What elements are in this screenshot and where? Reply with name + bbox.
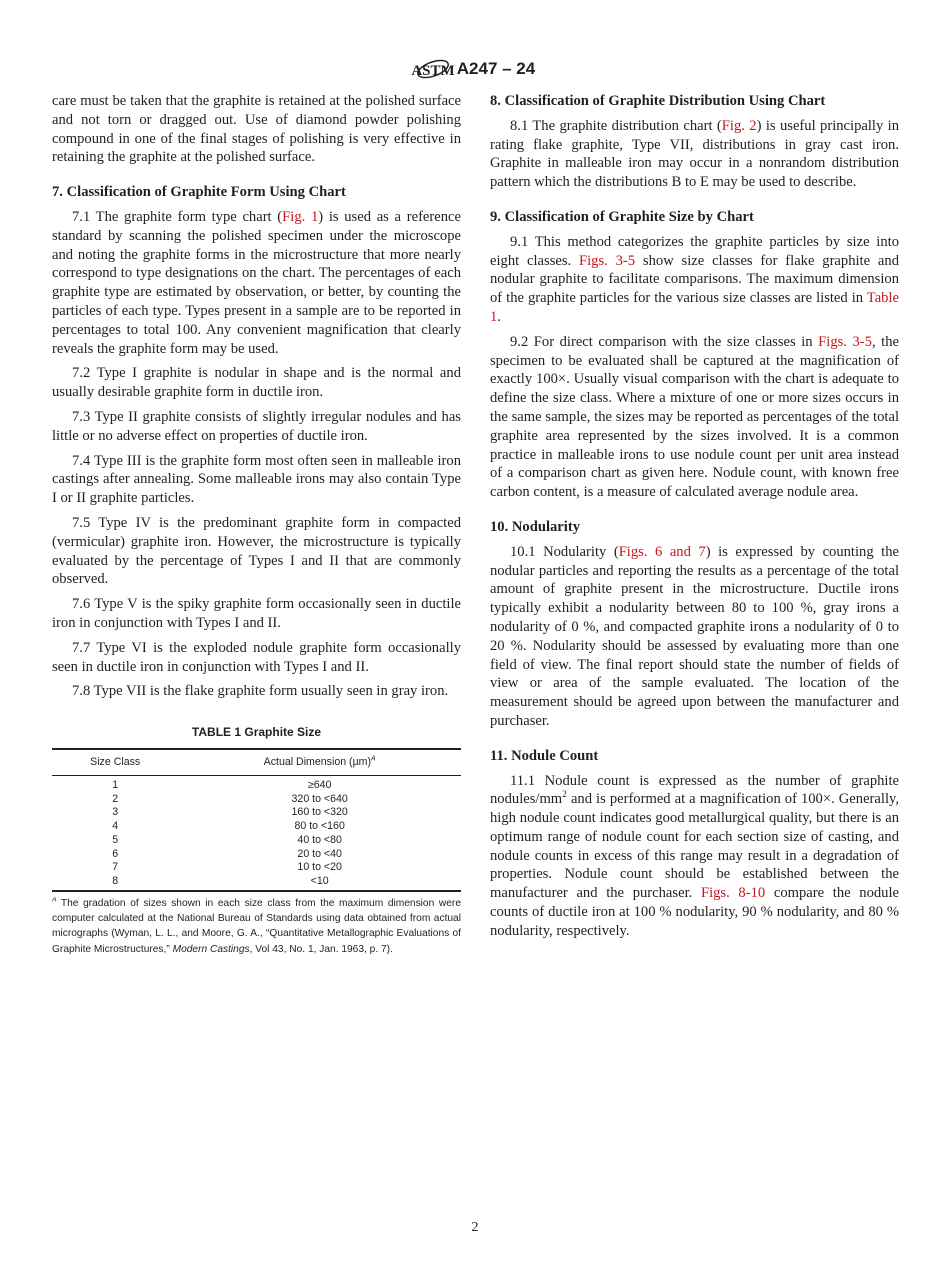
section-11-heading: 11. Nodule Count xyxy=(490,747,599,764)
size-class-cell: 5 xyxy=(112,833,119,846)
table-row xyxy=(52,775,461,792)
paragraph-continued: care must be taken that the graphite is retained at the polished surface and not torn or dragged out. Use of diamond powder polishing compound in one of the final stages of polishing is very effective in retaining the graphite at the polished surface. xyxy=(52,93,461,166)
table-footnote: $^A$ The gradation of sizes shown in each size class from the maximum dimension were computer calculated at the National Bureau of Standards using data obtained from actual micrographs (Wyman, L. L., and Moore, G. A., “Quantitative Metallographic Evaluations of Graphite Microstructures,” Modern Castings, Vol 43, No. 1, Jan. 1963, p. 7). xyxy=(52,896,461,955)
page-header xyxy=(0,54,950,84)
table-row xyxy=(52,820,461,834)
paragraph-9-2: 9.2 For direct comparison with the size classes in Figs. 3-5, the specimen to be evaluated shall be captured at the magnification of exactly 100×. Usually visual comparison with the chart is adequate to define the size class. Where a mixture of one or more sizes occurs in the same sample, the sizes may be reported as percentages of the total graphite area represented by the sizes involved. It is a common practice in malleable irons to use nodule count per unit area instead of a comparison chart as given here. Nodule count, with known free carbon content, is a measure of calculated average nodule area. xyxy=(490,333,899,501)
dimension-cell: <10 xyxy=(178,875,461,891)
dimension-cell: 10 to <20 xyxy=(297,861,342,874)
left-column xyxy=(52,92,461,957)
paragraph-7-2: 7.2 Type I graphite is nodular in shape and is the normal and usually desirable graphite form in ductile iron. xyxy=(52,365,461,401)
size-class-cell: 3 xyxy=(112,806,119,819)
size-class-cell: 1 xyxy=(112,778,119,791)
size-class-cell: 4 xyxy=(112,820,119,833)
dimension-cell: 160 to <320 xyxy=(291,806,348,819)
figs-3-5-link[interactable]: Figs. 3-5 xyxy=(818,333,872,350)
table-row xyxy=(52,834,461,848)
column-header-size-class: Size Class xyxy=(52,749,178,775)
svg-text:ASTM: ASTM xyxy=(411,63,455,79)
fig-1-link[interactable]: Fig. 1 xyxy=(282,208,319,225)
paragraph-9-1: 9.1 This method categorizes the graphite particles by size into eight classes. Figs. 3-5 show size classes for flake graphite and nodular graphite to facilitate comparisons. The maximum dimension of the graphite particles for the various size classes are listed in Table 1. xyxy=(490,233,899,325)
table-row xyxy=(52,806,461,820)
fig-2-link[interactable]: Fig. 2 xyxy=(721,117,757,134)
paragraph-7-1: 7.1 The graphite form type chart (Fig. 1) is used as a reference standard by scanning the polished specimen under the microscope and noting the graphite forms in the microstructure that more nearly correspond to type designations on the chart. The percentages of each graphite type are estimated by observation, or better, by counting the particles of each type. Types present in a sample are to be reported in percentages to total 100. Any convenient magnification that clearly reveals the graphite form may be used. xyxy=(52,208,461,357)
table-1-link[interactable]: Table 1 xyxy=(490,290,899,325)
table-row xyxy=(52,875,461,891)
size-class-cell: 8 xyxy=(52,875,178,891)
section-9-heading: 9. Classification of Graphite Size by Chart xyxy=(490,208,754,225)
table-row xyxy=(52,848,461,862)
page-number: 2 xyxy=(471,1220,479,1235)
dimension-cell: ≥640 xyxy=(307,778,332,791)
paragraph-8-1: 8.1 The graphite distribution chart (Fig. 2) is useful principally in rating flake graphite, Type VII, distributions in gray cast iron. Graphite in malleable iron may occur in a nonrandom distribution pattern which the distributions B to E may be used to describe. xyxy=(490,117,899,191)
paragraph-7-3: 7.3 Type II graphite consists of slightly irregular nodules and has little or no adverse effect on properties of ductile iron. xyxy=(52,408,461,444)
table-1 xyxy=(52,723,461,957)
paragraph-7-4: 7.4 Type III is the graphite form most often seen in malleable iron castings after annealing. Some malleable irons may also contain Type I or II graphite particles. xyxy=(52,452,461,507)
paragraph-7-7: 7.7 Type VI is the exploded nodule graphite form occasionally seen in ductile iron in conjunction with Types I and II. xyxy=(52,639,461,675)
size-class-cell: 2 xyxy=(112,792,119,805)
figs-3-5-link[interactable]: Figs. 3-5 xyxy=(579,252,636,269)
table-title: TABLE 1 Graphite Size xyxy=(191,725,322,740)
paragraph-11-1: 11.1 Nodule count is expressed as the number of graphite nodules/$mm^2$ and is performed at a magnification of 100×. Generally, high nodule count indicates good metallurgical quality, but there is an optimum range of nodule count for each section size of casting, and nodule counts in excess of this range may result in a degradation of properties. Nodule count should be established between the manufacturer and the purchaser. Figs. 8-10 compare the nodule counts of ductile iron at 100 % nodularity, 90 % nodularity, and 80 % nodularity, respectively. xyxy=(490,772,899,939)
right-column xyxy=(490,92,899,947)
dimension-cell: 20 to <40 xyxy=(297,847,342,860)
figs-6-7-link[interactable]: Figs. 6 and 7 xyxy=(618,543,706,560)
dimension-cell: 40 to <80 xyxy=(297,833,342,846)
section-8-heading: 8. Classification of Graphite Distribution Using Chart xyxy=(490,93,826,109)
paragraph-7-5: 7.5 Type IV is the predominant graphite form in compacted (vermicular) graphite iron. However, the microstructure is typically evaluated by the percentage of Types I and II that are commonly observed. xyxy=(52,514,461,588)
size-class-cell: 6 xyxy=(112,847,119,860)
astm-logo xyxy=(411,54,455,84)
figs-8-10-link[interactable]: Figs. 8-10 xyxy=(700,885,766,902)
document-designation: A247 – 24 xyxy=(456,59,536,78)
paragraph-10-1: 10.1 Nodularity (Figs. 6 and 7) is expressed by counting the nodular particles and reporting the results as a percentage of the total amount of graphite present in the microstructure. Ductile irons typically exhibit a nodularity between 80 to 100 %, gray irons a nodularity of 0 %, and compacted graphite irons a nodularity of 0 to 20 %. Nodularity should be assessed by evaluating more than one field of view. The final report should state the number of fields of view or area of the sample evaluated. The location of the measurement should be agreed upon between the manufacturer and purchaser. xyxy=(490,543,899,729)
dimension-cell: 80 to <160 xyxy=(294,820,345,833)
table-row xyxy=(52,861,461,875)
size-class-cell: 7 xyxy=(112,861,119,874)
section-7-heading: 7. Classification of Graphite Form Using Chart xyxy=(52,184,346,201)
dimension-cell: 320 to <640 xyxy=(291,792,348,805)
section-10-heading: 10. Nodularity xyxy=(490,518,580,535)
paragraph-7-8: 7.8 Type VII is the flake graphite form usually seen in gray iron. xyxy=(72,683,449,700)
paragraph-7-6: 7.6 Type V is the spiky graphite form occasionally seen in ductile iron in conjunction with Types I and II. xyxy=(52,596,461,631)
table-row xyxy=(52,793,461,807)
column-header-dimension: Actual Dimension $(\mu m)^A$ xyxy=(178,749,461,775)
